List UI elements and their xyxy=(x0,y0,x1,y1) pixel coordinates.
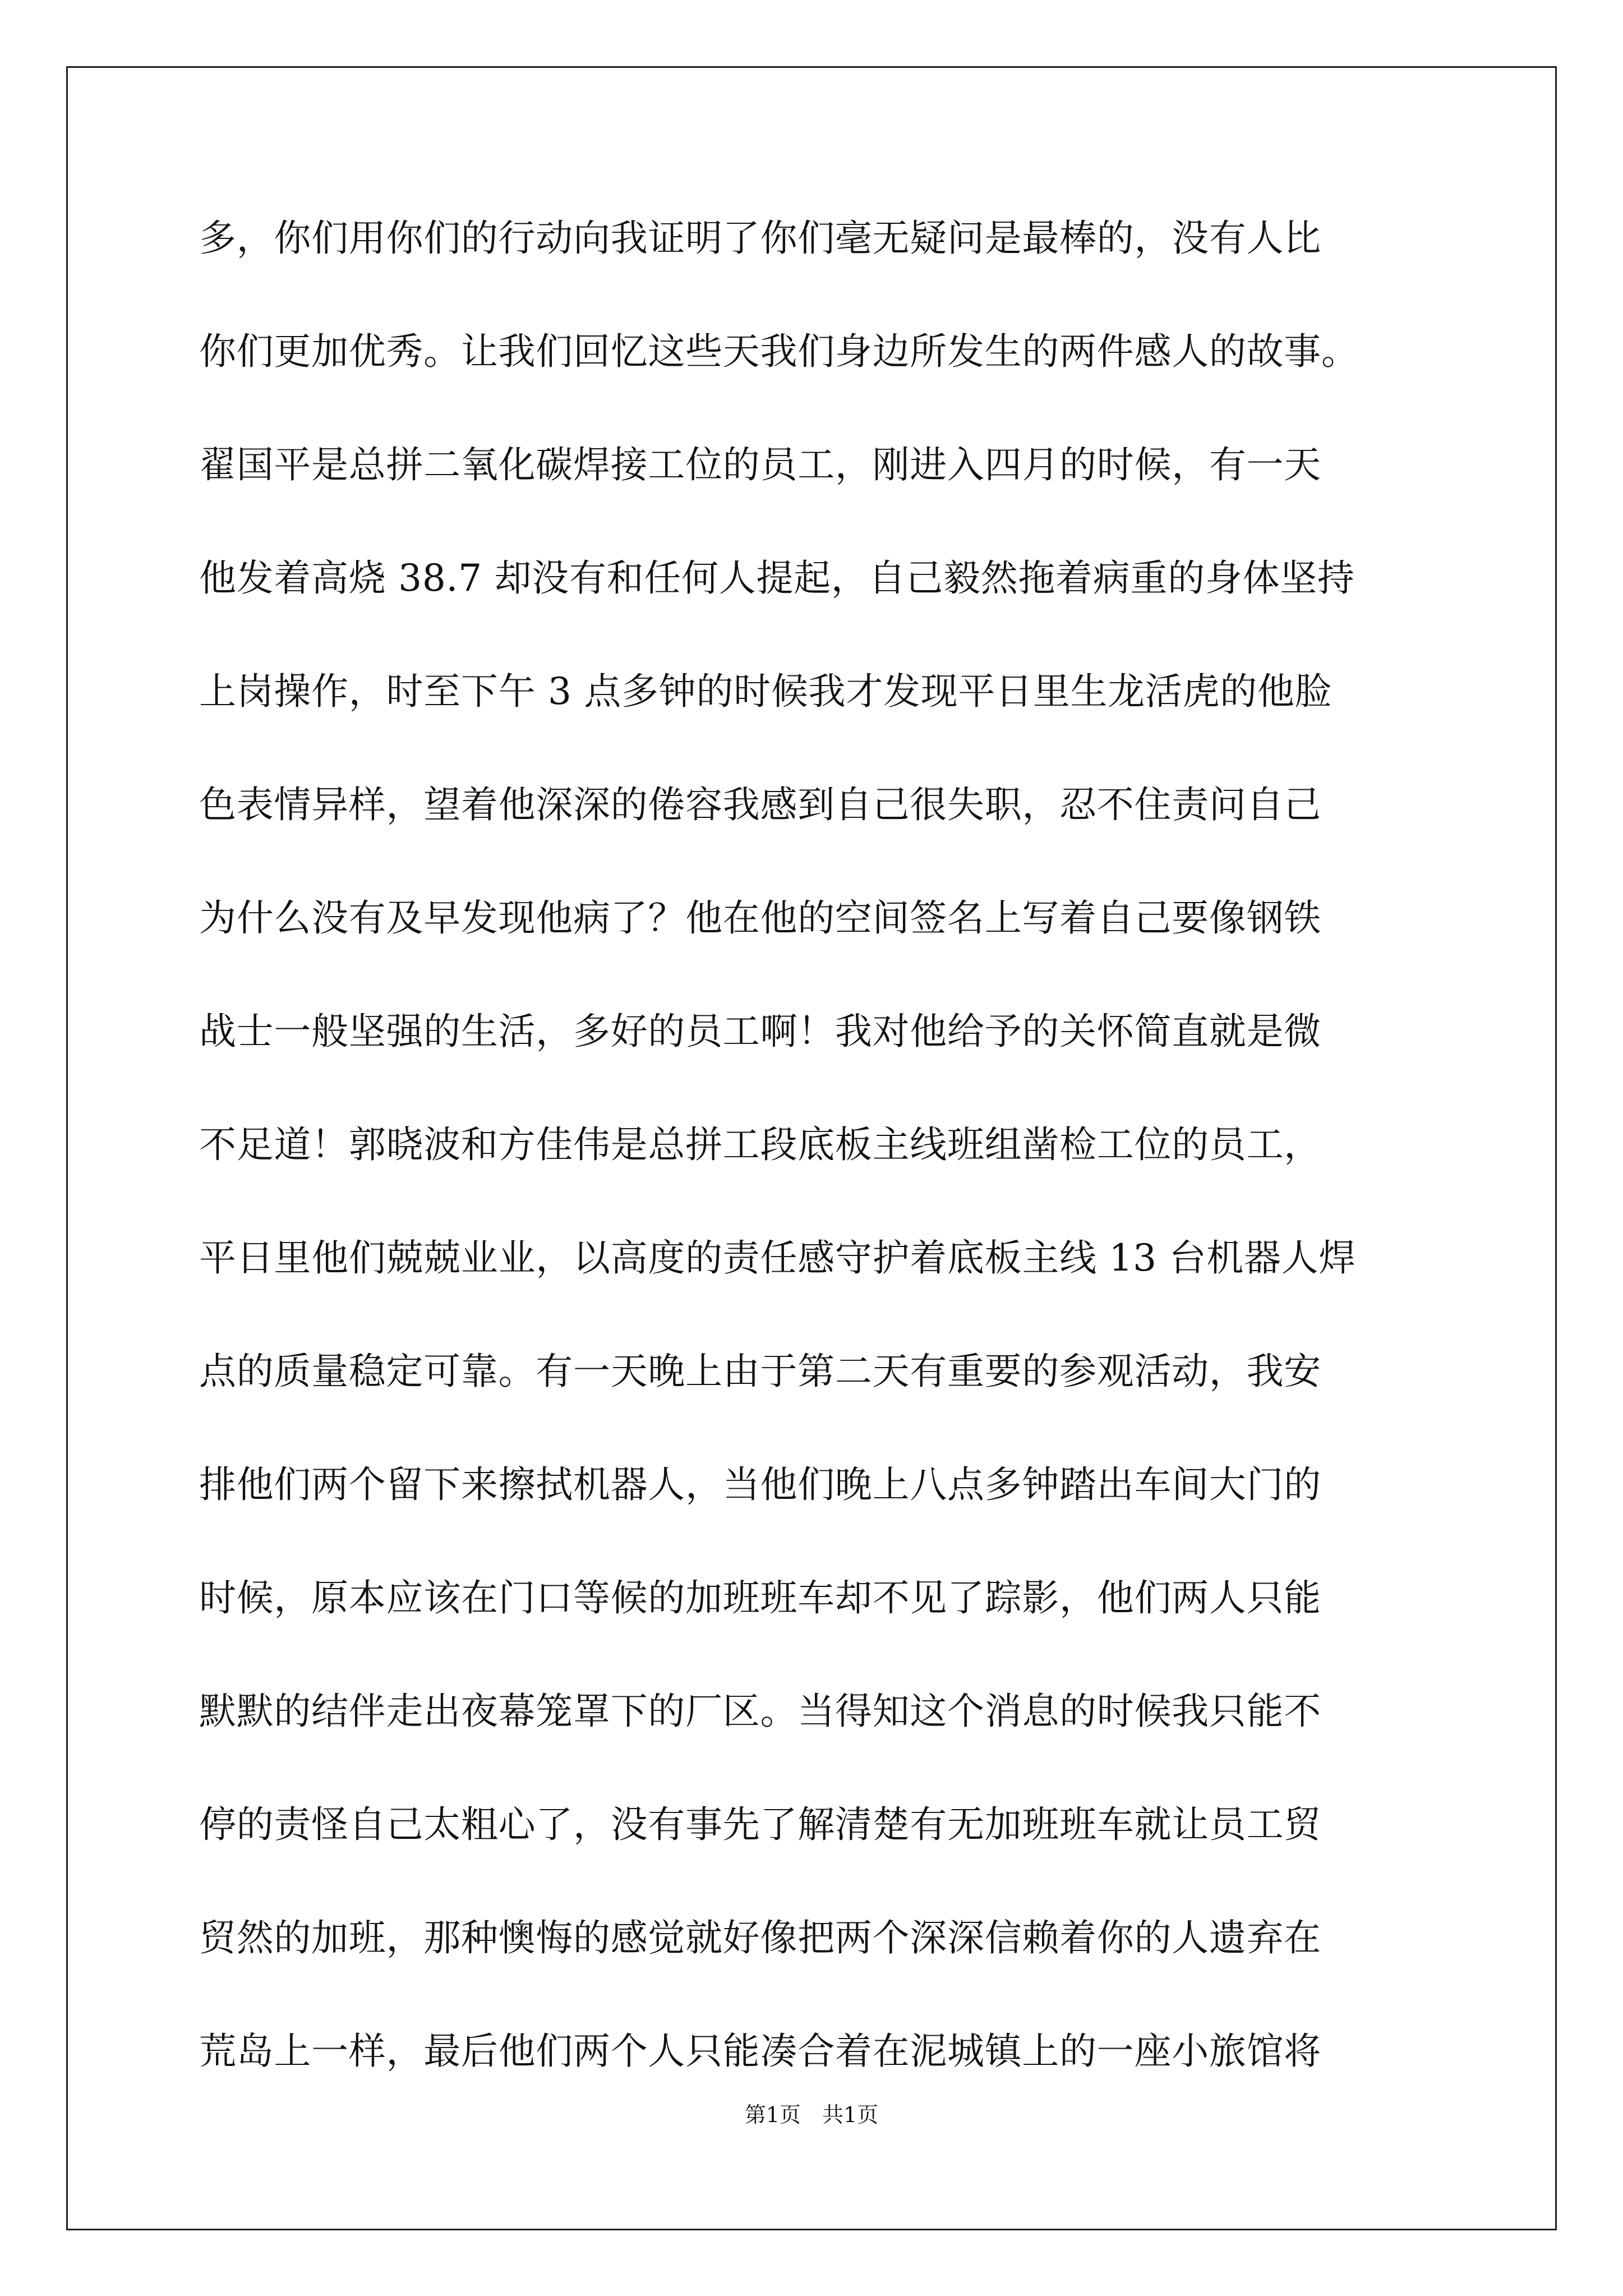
text-line: 战士一般坚强的生活，多好的员工啊！我对他给予的关怀简直就是微 xyxy=(199,1010,1321,1053)
body-text xyxy=(199,213,1433,2139)
page-footer: 第1页 共1页 xyxy=(744,2102,879,2127)
text-line: 平日里他们兢兢业业，以高度的责任感守护着底板主线 13 台机器人焊 xyxy=(199,1236,1357,1280)
text-line: 他发着高烧 38.7 却没有和任何人提起，自己毅然拖着病重的身体坚持 xyxy=(199,556,1355,600)
text-line: 默默的结伴走出夜幕笼罩下的厂区。当得知这个消息的时候我只能不 xyxy=(199,1690,1321,1733)
text-line: 停的责怪自己太粗心了，没有事先了解清楚有无加班班车就让员工贸 xyxy=(199,1803,1321,1846)
text-line: 为什么没有及早发现他病了？他在他的空间签名上写着自己要像钢铁 xyxy=(199,896,1321,940)
text-line: 荒岛上一样，最后他们两个人只能凑合着在泥城镇上的一座小旅馆将 xyxy=(199,2030,1321,2073)
text-line: 排他们两个留下来擦拭机器人，当他们晚上八点多钟踏出车间大门的 xyxy=(199,1463,1321,1506)
text-line: 翟国平是总拼二氧化碳焊接工位的员工，刚进入四月的时候，有一天 xyxy=(199,443,1321,486)
text-line: 点的质量稳定可靠。有一天晚上由于第二天有重要的参观活动，我安 xyxy=(199,1350,1321,1393)
text-line: 贸然的加班，那种懊悔的感觉就好像把两个深深信赖着你的人遗弃在 xyxy=(199,1916,1321,1959)
text-line: 多，你们用你们的行动向我证明了你们毫无疑问是最棒的，没有人比 xyxy=(199,217,1321,260)
text-line: 不足道！郭晓波和方佳伟是总拼工段底板主线班组凿检工位的员工， xyxy=(199,1123,1321,1166)
text-line: 时候，原本应该在门口等候的加班班车却不见了踪影，他们两人只能 xyxy=(199,1576,1321,1619)
text-line: 你们更加优秀。让我们回忆这些天我们身边所发生的两件感人的故事。 xyxy=(199,330,1359,373)
text-line: 上岗操作，时至下午 3 点多钟的时候我才发现平日里生龙活虎的他脸 xyxy=(199,670,1332,713)
text-line: 色表情异样，望着他深深的倦容我感到自己很失职，忍不住责问自己 xyxy=(199,783,1321,826)
